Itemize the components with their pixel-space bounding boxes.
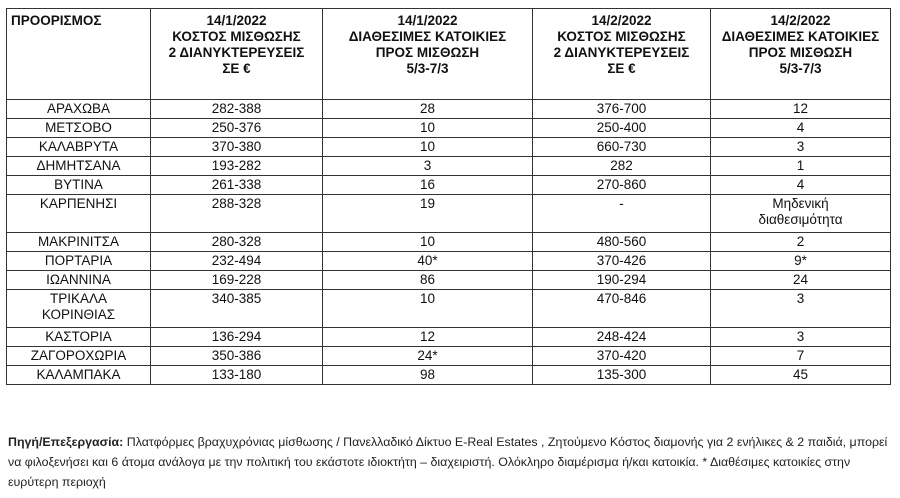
cell-availability-jan: 86 [323, 271, 533, 290]
cell-availability-jan: 10 [323, 233, 533, 252]
header-availability-jan: 14/1/2022 ΔΙΑΘΕΣΙΜΕΣ ΚΑΤΟΙΚΙΕΣ ΠΡΟΣ ΜΙΣΘΩΣΗ 5/3-7/3 [323, 9, 533, 100]
cell-availability-feb: 1 [711, 157, 891, 176]
cell-cost-jan: 288-328 [151, 195, 323, 233]
cell-availability-jan: 19 [323, 195, 533, 233]
cell-destination: ΚΑΡΠΕΝΗΣΙ [7, 195, 151, 233]
cell-availability-jan: 10 [323, 138, 533, 157]
cell-availability-feb: Μηδενική διαθεσιμότητα [711, 195, 891, 233]
cell-cost-jan: 350-386 [151, 347, 323, 366]
cell-destination: ΠΟΡΤΑΡΙΑ [7, 252, 151, 271]
cell-availability-jan: 28 [323, 100, 533, 119]
cell-cost-feb: 470-846 [533, 290, 711, 328]
cell-cost-jan: 133-180 [151, 366, 323, 385]
cell-cost-jan: 370-380 [151, 138, 323, 157]
cell-cost-feb: 248-424 [533, 328, 711, 347]
source-footnote [8, 432, 888, 492]
cell-availability-jan: 24* [323, 347, 533, 366]
header-cost-jan: 14/1/2022 ΚΟΣΤΟΣ ΜΙΣΘΩΣΗΣ 2 ΔΙΑΝΥΚΤΕΡΕΥΣΕΙΣ ΣΕ € [151, 9, 323, 100]
cell-availability-jan: 12 [323, 328, 533, 347]
cell-availability-feb: 12 [711, 100, 891, 119]
cell-availability-feb: 3 [711, 138, 891, 157]
cell-availability-jan: 40* [323, 252, 533, 271]
cell-availability-feb: 4 [711, 176, 891, 195]
table-row [7, 176, 891, 195]
cell-destination: ΚΑΛΑΒΡΥΤΑ [7, 138, 151, 157]
cell-availability-feb: 2 [711, 233, 891, 252]
cell-availability-feb: 24 [711, 271, 891, 290]
cell-destination: ΔΗΜΗΤΣΑΝΑ [7, 157, 151, 176]
table-row [7, 195, 891, 233]
cell-cost-jan: 250-376 [151, 119, 323, 138]
header-cost-feb: 14/2/2022 ΚΟΣΤΟΣ ΜΙΣΘΩΣΗΣ 2 ΔΙΑΝΥΚΤΕΡΕΥΣΕΙΣ ΣΕ € [533, 9, 711, 100]
cell-cost-jan: 280-328 [151, 233, 323, 252]
cell-availability-feb: 4 [711, 119, 891, 138]
table-row [7, 233, 891, 252]
header-destination: ΠΡΟΟΡΙΣΜΟΣ [7, 9, 151, 100]
cell-destination: ΚΑΛΑΜΠΑΚΑ [7, 366, 151, 385]
table-row [7, 100, 891, 119]
cell-availability-jan: 98 [323, 366, 533, 385]
cell-cost-jan: 282-388 [151, 100, 323, 119]
cell-cost-jan: 261-338 [151, 176, 323, 195]
cell-availability-feb: 9* [711, 252, 891, 271]
cell-cost-jan: 340-385 [151, 290, 323, 328]
table-body [7, 100, 891, 385]
cell-availability-feb: 3 [711, 328, 891, 347]
cell-cost-feb: 660-730 [533, 138, 711, 157]
cell-availability-feb: 7 [711, 347, 891, 366]
cell-availability-jan: 10 [323, 119, 533, 138]
footnote-text: Πλατφόρμες βραχυχρόνιας μίσθωσης / Πανελλαδικό Δίκτυο E-Real Estates , Ζητούμενο Κόστος διαμονής για 2 ενήλικες & 2 παιδιά, μπορεί να φιλοξενήσει και 6 άτομα ανάλογα με την πολιτική του εκάστοτε ιδιοκτήτη – διαχειριστή. Ολόκληρο διαμέρισμα ή/και κατοικία. * Διαθέσιμες κατοικίες στην ευρύτερη περιοχή [8, 435, 888, 489]
footnote-label: Πηγή/Επεξεργασία: [8, 435, 124, 449]
table-row [7, 119, 891, 138]
cell-availability-jan: 16 [323, 176, 533, 195]
table-row [7, 347, 891, 366]
cell-destination: ΜΑΚΡΙΝΙΤΣΑ [7, 233, 151, 252]
cell-cost-feb: 376-700 [533, 100, 711, 119]
cell-destination: ΙΩΑΝΝΙΝΑ [7, 271, 151, 290]
cell-cost-feb: 250-400 [533, 119, 711, 138]
cell-availability-feb: 3 [711, 290, 891, 328]
cell-cost-feb: 282 [533, 157, 711, 176]
table-row [7, 328, 891, 347]
cell-cost-jan: 193-282 [151, 157, 323, 176]
table-row [7, 252, 891, 271]
cell-availability-jan: 3 [323, 157, 533, 176]
cell-cost-feb: - [533, 195, 711, 233]
table-row [7, 290, 891, 328]
rental-table [6, 8, 891, 385]
cell-destination: ΑΡΑΧΩΒΑ [7, 100, 151, 119]
cell-availability-feb: 45 [711, 366, 891, 385]
table-row [7, 157, 891, 176]
cell-destination: ΤΡΙΚΑΛΑ ΚΟΡΙΝΘΙΑΣ [7, 290, 151, 328]
table-row [7, 138, 891, 157]
cell-cost-jan: 232-494 [151, 252, 323, 271]
header-availability-feb: 14/2/2022 ΔΙΑΘΕΣΙΜΕΣ ΚΑΤΟΙΚΙΕΣ ΠΡΟΣ ΜΙΣΘΩΣΗ 5/3-7/3 [711, 9, 891, 100]
cell-destination: ΖΑΓΟΡΟΧΩΡΙΑ [7, 347, 151, 366]
cell-destination: ΚΑΣΤΟΡΙΑ [7, 328, 151, 347]
cell-destination: ΜΕΤΣΟΒΟ [7, 119, 151, 138]
cell-cost-jan: 169-228 [151, 271, 323, 290]
cell-cost-feb: 370-426 [533, 252, 711, 271]
cell-cost-feb: 270-860 [533, 176, 711, 195]
cell-cost-feb: 480-560 [533, 233, 711, 252]
cell-availability-jan: 10 [323, 290, 533, 328]
cell-cost-jan: 136-294 [151, 328, 323, 347]
cell-cost-feb: 190-294 [533, 271, 711, 290]
header-row [7, 9, 891, 100]
cell-destination: ΒΥΤΙΝΑ [7, 176, 151, 195]
table-row [7, 366, 891, 385]
cell-cost-feb: 370-420 [533, 347, 711, 366]
table-row [7, 271, 891, 290]
cell-cost-feb: 135-300 [533, 366, 711, 385]
